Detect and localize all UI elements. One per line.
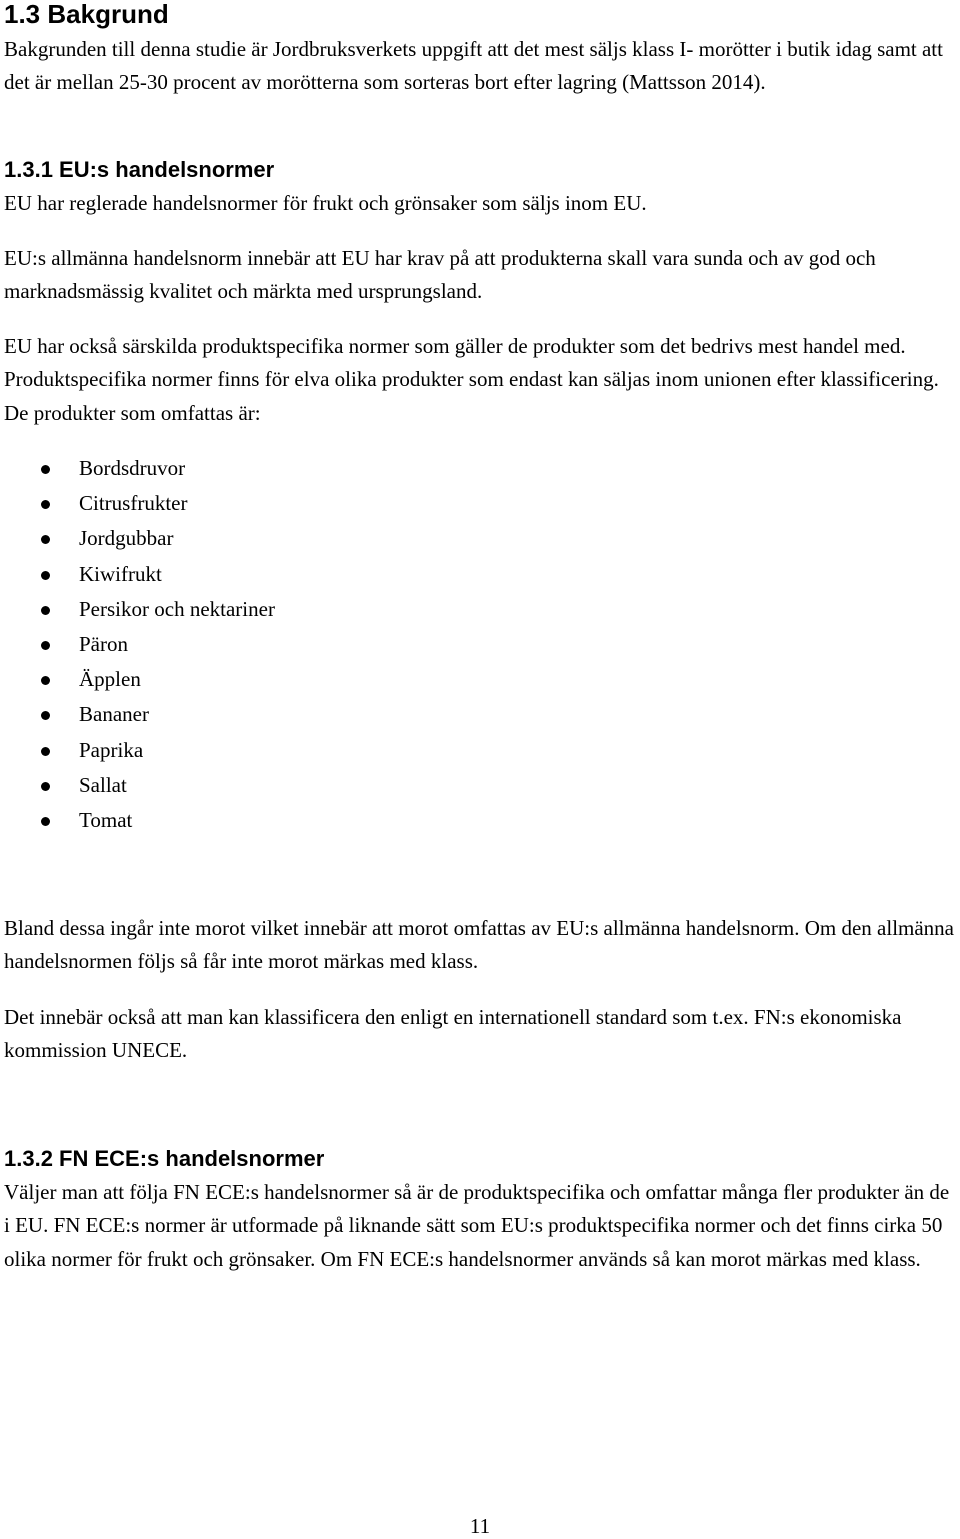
list-item: Tomat (4, 803, 275, 838)
bullet-icon (41, 465, 50, 474)
bullet-icon (41, 711, 50, 720)
bullet-icon (41, 747, 50, 756)
list-item: Kiwifrukt (4, 557, 275, 592)
eu-paragraph-2: EU:s allmänna handelsnorm innebär att EU har krav på att produkterna skall vara sunda och av god och marknadsmässig kvalitet och märkta med ursprungsland. (4, 246, 876, 304)
list-item: Sallat (4, 768, 275, 803)
list-item: Jordgubbar (4, 521, 275, 556)
bullet-icon (41, 782, 50, 791)
eu-paragraph-4: Bland dessa ingår inte morot vilket innebär att morot omfattas av EU:s allmänna handelsnorm. Om den allmänna handelsnormen följs så får inte morot märkas med klass. (4, 916, 955, 974)
bullet-icon (41, 676, 50, 685)
bullet-icon (41, 535, 50, 544)
bullet-icon (41, 500, 50, 509)
bullet-icon (41, 571, 50, 580)
page-number: 11 (469, 1514, 491, 1538)
subsection-heading-eu: 1.3.1 EU:s handelsnormer (4, 157, 275, 182)
section-paragraph: Bakgrunden till denna studie är Jordbruksverkets uppgift att det mest säljs klass I- morötter i butik idag samt att det är mellan 25-30 procent av morötterna som sorteras bort efter lagring (Mattsson 2014). (4, 37, 943, 95)
section-heading: 1.3 Bakgrund (4, 0, 169, 29)
bullet-icon (41, 606, 50, 615)
product-list (4, 451, 275, 838)
list-item: Persikor och nektariner (4, 592, 275, 627)
list-item: Bordsdruvor (4, 451, 275, 486)
eu-paragraph-1: EU har reglerade handelsnormer för frukt och grönsaker som säljs inom EU. (4, 191, 647, 215)
list-item: Citrusfrukter (4, 486, 275, 521)
eu-paragraph-5: Det innebär också att man kan klassificera den enligt en internationell standard som t.ex. FN:s ekonomiska kommission UNECE. (4, 1005, 902, 1063)
list-item: Äpplen (4, 662, 275, 697)
bullet-icon (41, 817, 50, 826)
list-item: Päron (4, 627, 275, 662)
list-item: Bananer (4, 697, 275, 732)
eu-paragraph-3: EU har också särskilda produktspecifika normer som gäller de produkter som det bedrivs mest handel med. Produktspecifika normer finns för elva olika produkter som endast kan säljas inom unionen efter klassificering. De produkter som omfattas är: (4, 334, 939, 425)
subsection-heading-fn-ece: 1.3.2 FN ECE:s handelsnormer (4, 1146, 325, 1171)
list-item: Paprika (4, 733, 275, 768)
fn-ece-paragraph: Väljer man att följa FN ECE:s handelsnormer så är de produktspecifika och omfattar många fler produkter än de i EU. FN ECE:s normer är utformade på liknande sätt som EU:s produktspecifika normer och det finns cirka 50 olika normer för frukt och grönsaker. Om FN ECE:s handelsnormer används så kan morot märkas med klass. (4, 1180, 950, 1271)
bullet-icon (41, 641, 50, 650)
